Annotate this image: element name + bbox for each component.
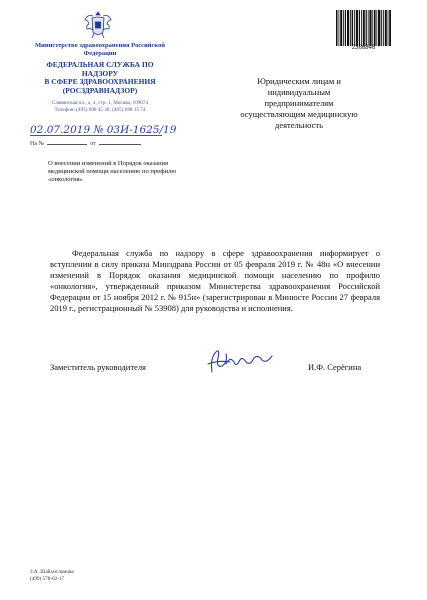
na-blank [47,144,87,145]
coat-of-arms-icon [83,8,113,40]
recipient-line3: предпринимателям [264,98,334,108]
ministry-name: Министерство здравоохранения Российской Федерации [34,42,166,57]
executor-phone: (499) 578-02-17 [30,576,65,582]
recipient-line5: деятельность [275,120,323,130]
letter-subject: О внесении изменений в Порядок оказания медицинской помощи населению по профилю «онкология» [48,160,177,183]
service-name-line1: ФЕДЕРАЛЬНАЯ СЛУЖБА ПО НАДЗОРУ [46,60,154,78]
executor-info [30,569,74,583]
outgoing-date-number [30,124,177,137]
na-label: На № [30,141,45,147]
phone-line: Телефон: (495) 698 45 38; (495) 698 15 74 [54,107,146,113]
signatory-name: И.Ф. Серёгина [308,362,362,372]
ot-blank [99,144,141,145]
service-name-line3: (РОСЗДРАВНАДЗОР) [62,85,138,95]
barcode [336,10,391,46]
barcode-number: 2366846 [351,45,376,51]
recipient-line4: осуществляющим медицинскую [240,109,358,119]
service-name [30,61,170,95]
handwritten-signature [200,344,280,380]
sender-address [30,100,170,114]
executor-name: З.А. Шайхисламова [30,569,74,575]
recipient-line1: Юридическим лицам и [257,76,341,86]
letter-body: Федеральная служба по надзору в сфере здравоохранения информирует о вступлении в силу приказа Минздрава России от 05 февраля 2019 г. № 48н «О внесении изменений в Порядок оказания медицинской помощи населению по профилю «онкология», утвержденный приказом Министерства здравоохранения Российской Федерации от 15 ноября 2012 г. № 915н» (зарегистрирован в Минюсте России 27 февраля 2019 г., регистрационный № 53908) для руководства и исполнения. [50,248,380,313]
signatory-title: Заместитель руководителя [50,362,146,372]
recipient-block [224,76,374,131]
sender-header [30,42,170,95]
handwritten-date-number: 02.07.2019 № 03И-1625/19 [30,124,177,136]
service-name-line2: В СФЕРЕ ЗДРАВООХРАНЕНИЯ [44,77,156,86]
date-underline [30,135,162,136]
reference-line [30,141,170,147]
ot-label: от [90,141,96,147]
recipient-line2: индивидуальным [267,87,331,97]
address-line: Славянская пл., д. 4, стр. 1, Москва, 109074 [51,100,149,106]
